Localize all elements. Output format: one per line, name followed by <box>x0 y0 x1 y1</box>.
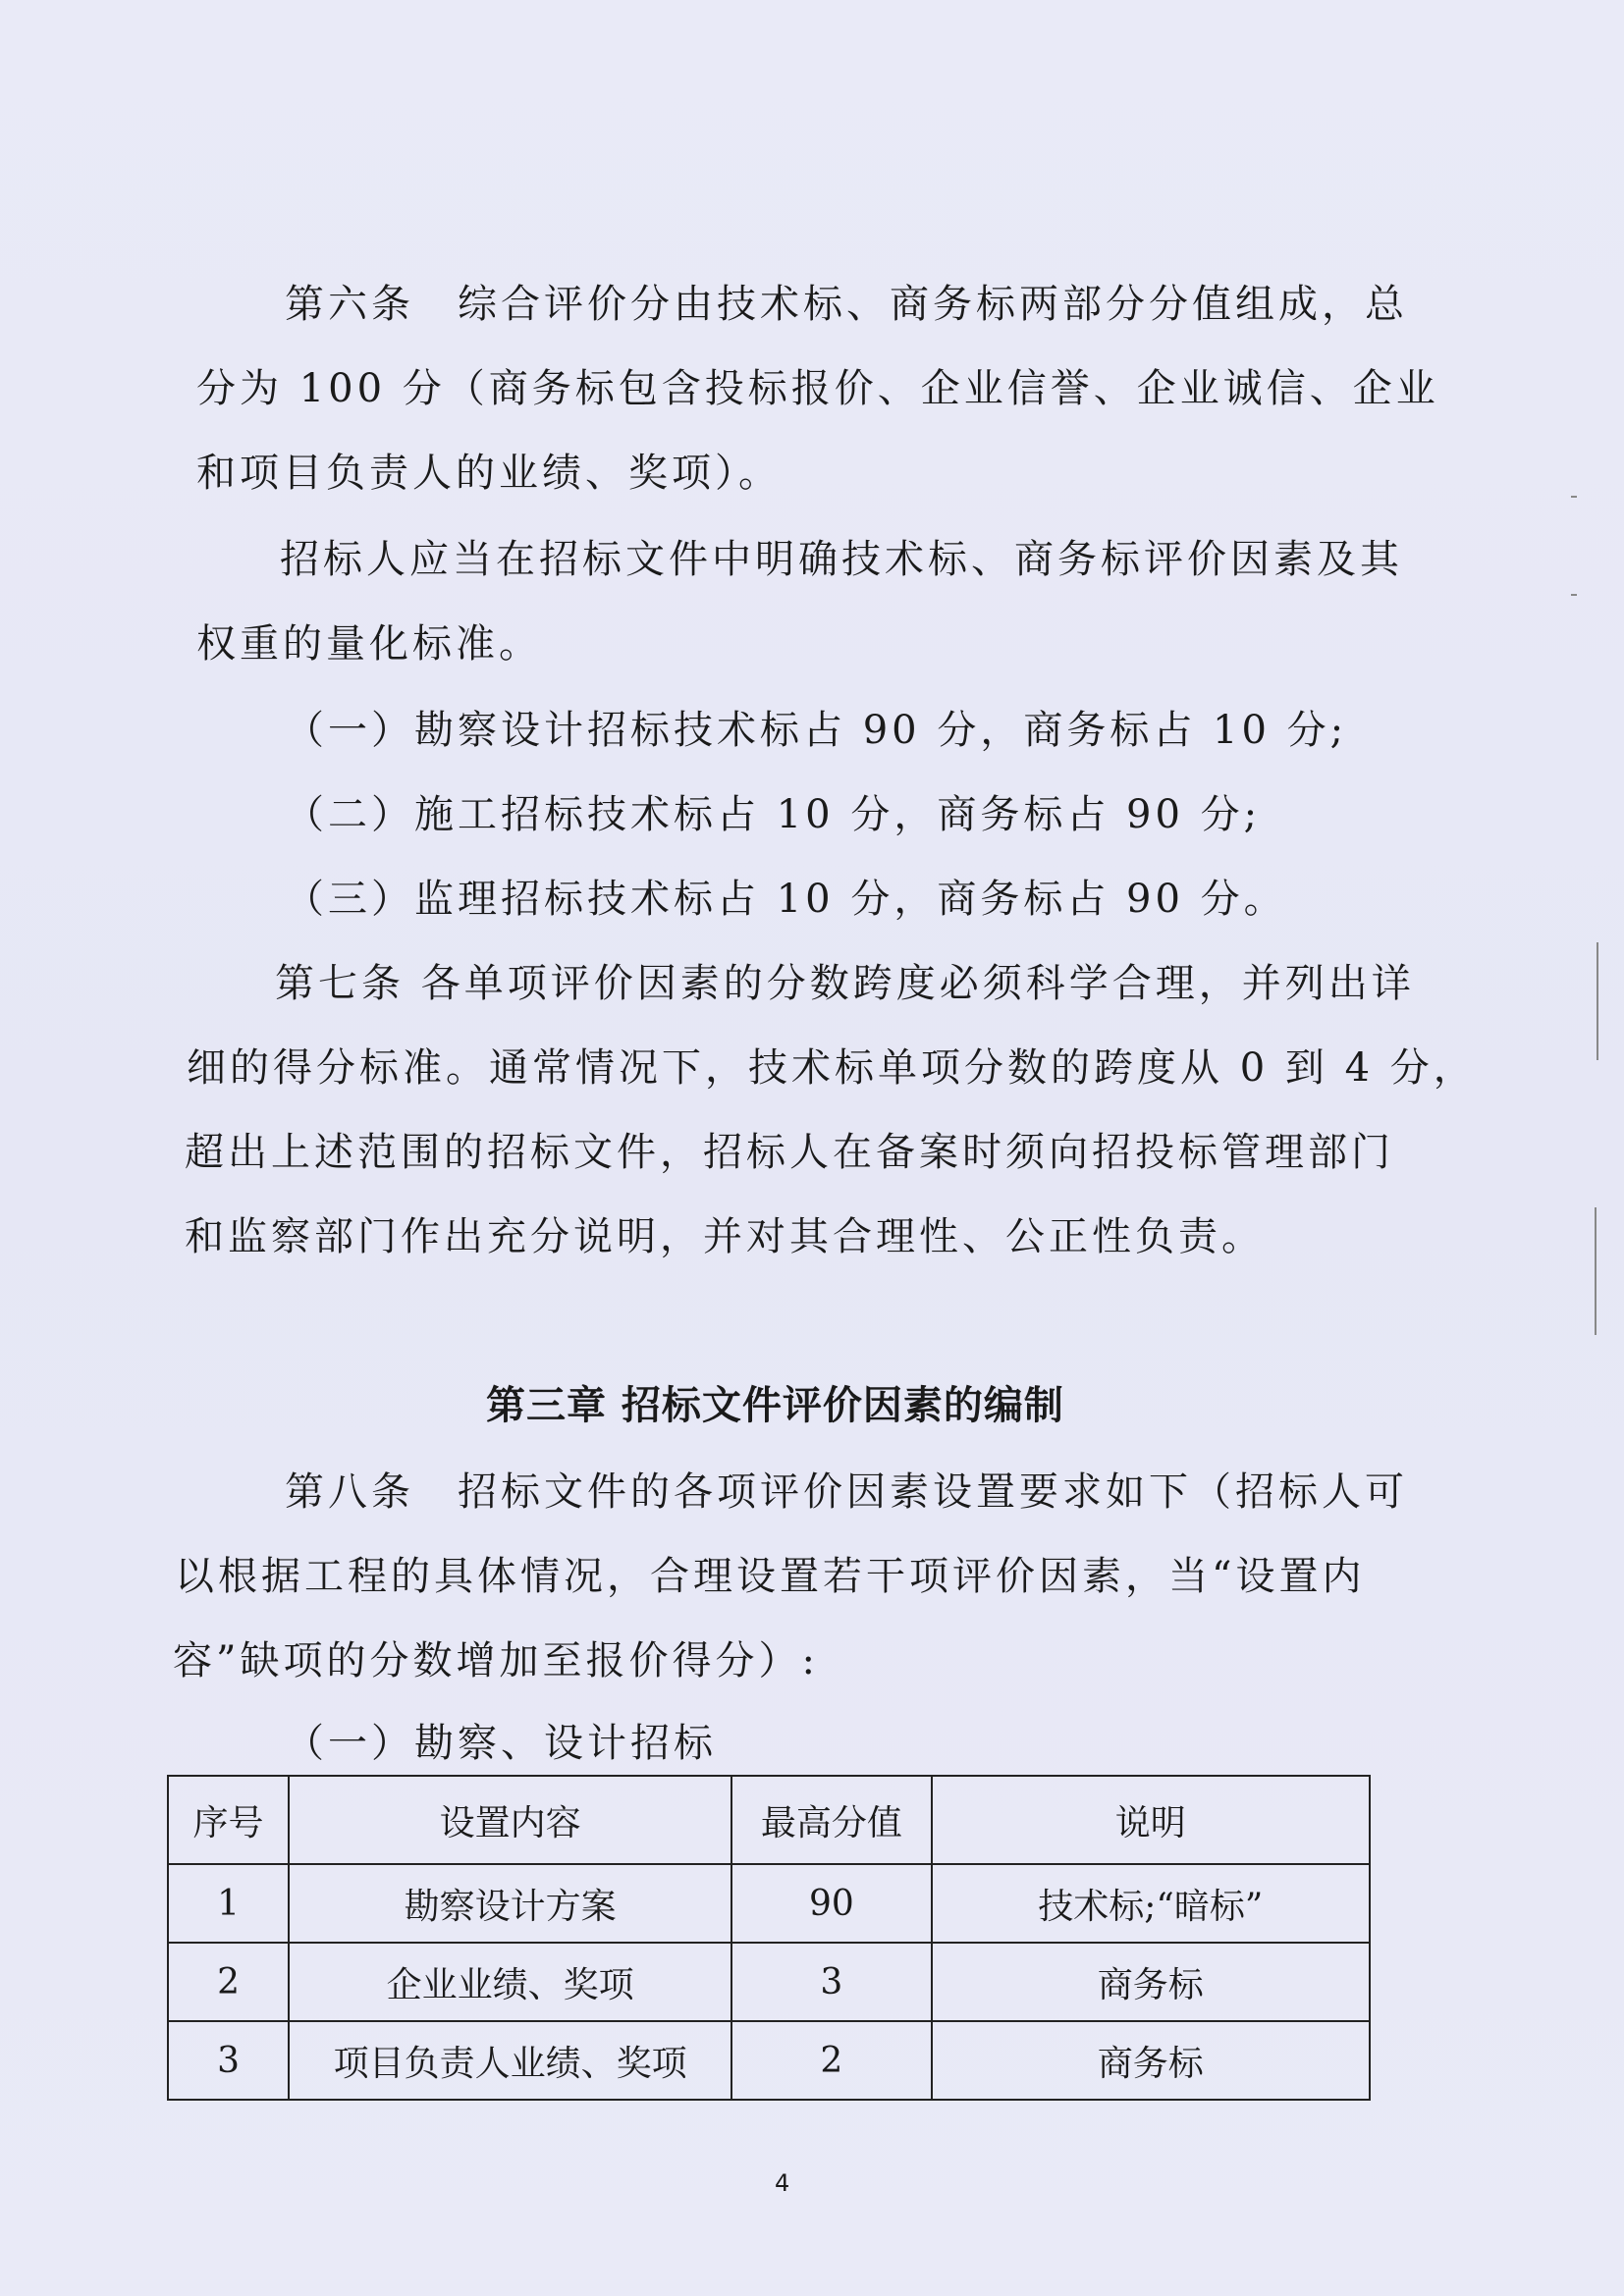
cell-content: 企业业绩、奖项 <box>289 1943 731 2021</box>
page-number: 4 <box>775 2169 790 2197</box>
cell-no: 1 <box>168 1864 289 1943</box>
weight-item-3: （三）监理招标技术标占 10 分，商务标占 90 分。 <box>285 877 1287 922</box>
cell-max-score: 3 <box>731 1943 931 2021</box>
cell-note: 商务标 <box>932 1943 1370 2021</box>
table-row <box>168 1943 1370 2021</box>
header-max-score: 最高分值 <box>731 1776 931 1864</box>
article8-line-2: 以根据工程的具体情况，合理设置若干项评价因素，当“设置内 <box>175 1554 1366 1599</box>
weights-line-2: 权重的量化标准。 <box>196 621 542 667</box>
scan-mark <box>1595 1207 1597 1335</box>
article8-line-1: 第八条 招标文件的各项评价因素设置要求如下（招标人可 <box>285 1469 1408 1515</box>
chapter-title: 第三章 招标文件评价因素的编制 <box>486 1383 1064 1428</box>
cell-no: 3 <box>168 2021 289 2100</box>
article8-line-3: 容”缺项的分数增加至报价得分）: <box>173 1638 819 1683</box>
header-note: 说明 <box>932 1776 1370 1864</box>
evaluation-factors-table <box>167 1775 1371 2101</box>
cell-note: 商务标 <box>932 2021 1370 2100</box>
cell-content: 项目负责人业绩、奖项 <box>289 2021 731 2100</box>
weight-item-2: （二）施工招标技术标占 10 分，商务标占 90 分; <box>285 792 1262 837</box>
article6-line-3: 和项目负责人的业绩、奖项）。 <box>196 451 782 496</box>
scan-mark <box>1571 594 1577 596</box>
weight-item-1: （一）勘察设计招标技术标占 90 分，商务标占 10 分; <box>285 708 1348 753</box>
scan-mark <box>1597 942 1598 1060</box>
cell-max-score: 90 <box>731 1864 931 1943</box>
article7-line-4: 和监察部门作出充分说明，并对其合理性、公正性负责。 <box>185 1214 1265 1259</box>
article7-line-2: 细的得分标准。通常情况下，技术标单项分数的跨度从 0 到 4 分， <box>187 1045 1477 1091</box>
header-no: 序号 <box>168 1776 289 1864</box>
weights-line-1: 招标人应当在招标文件中明确技术标、商务标评价因素及其 <box>280 537 1403 582</box>
article7-line-1: 第七条 各单项评价因素的分数跨度必须科学合理，并列出详 <box>275 961 1415 1006</box>
article6-line-2: 分为 100 分（商务标包含投标报价、企业信誉、企业诚信、企业 <box>196 366 1439 411</box>
table-row <box>168 2021 1370 2100</box>
table-header-row <box>168 1776 1370 1864</box>
article6-line-1: 第六条 综合评价分由技术标、商务标两部分分值组成，总 <box>285 282 1408 327</box>
cell-note: 技术标;“暗标” <box>932 1864 1370 1943</box>
section-title: （一）勘察、设计招标 <box>285 1721 717 1766</box>
cell-max-score: 2 <box>731 2021 931 2100</box>
header-content: 设置内容 <box>289 1776 731 1864</box>
article7-line-3: 超出上述范围的招标文件，招标人在备案时须向招投标管理部门 <box>185 1130 1394 1175</box>
cell-content: 勘察设计方案 <box>289 1864 731 1943</box>
cell-no: 2 <box>168 1943 289 2021</box>
scan-mark <box>1571 496 1577 498</box>
table-row <box>168 1864 1370 1943</box>
